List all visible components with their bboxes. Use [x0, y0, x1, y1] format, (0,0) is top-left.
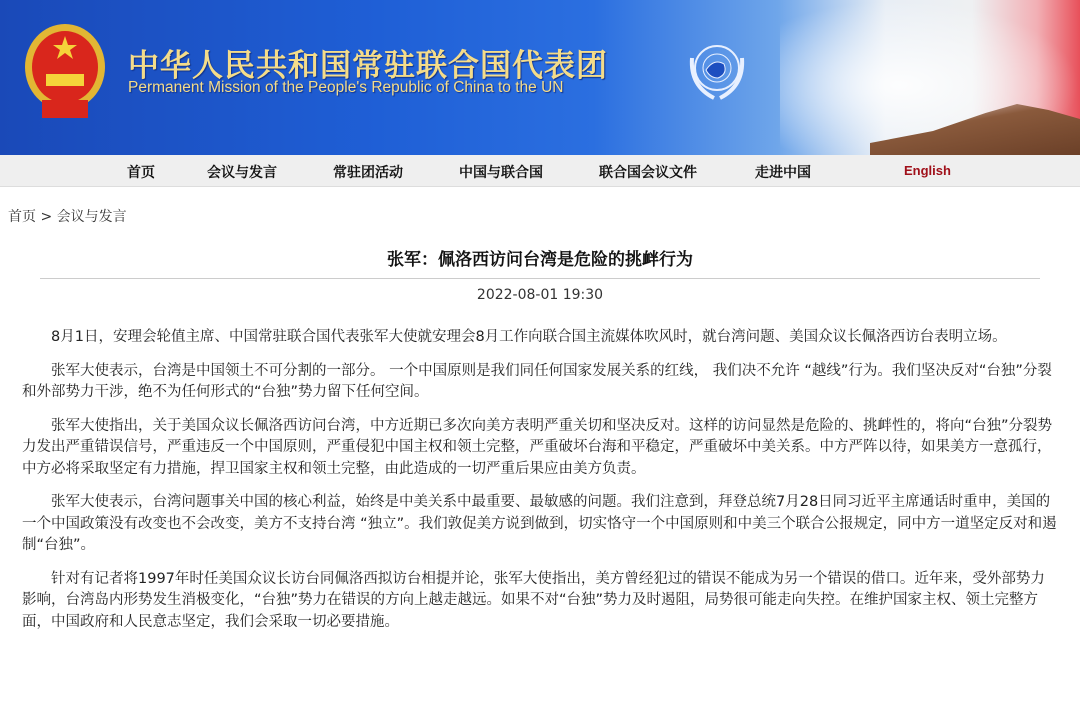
nav-english[interactable]: English: [904, 163, 951, 178]
site-title-en: Permanent Mission of the People's Republic of China to the UN: [128, 79, 564, 96]
article-paragraph: 针对有记者将1997年时任美国众议长访台同佩洛西拟访台相提并论，张军大使指出，美方曾经犯过的错误不能成为另一个错误的借口。近年来，受外部势力影响，台湾岛内形势发生消极变化，“台独”势力在错误的方向上越走越远。如果不对“台独”势力及时遏阻，局势很可能走向失控。在维护国家主权、领土完整方面，中国政府和人民意志坚定，我们会采取一切必要措施。: [22, 570, 1045, 630]
breadcrumb-current[interactable]: 会议与发言: [56, 209, 127, 225]
national-emblem-icon: [22, 22, 108, 122]
title-divider: [40, 278, 1040, 279]
header-banner: [0, 0, 1080, 155]
nav-un-documents[interactable]: 联合国会议文件: [599, 165, 697, 181]
nav-home[interactable]: 首页: [127, 165, 155, 181]
nav-china-and-un[interactable]: 中国与联合国: [459, 165, 543, 181]
article-paragraph: 张军大使表示，台湾问题事关中国的核心利益，始终是中美关系中最重要、最敏感的问题。我们注意到，拜登总统7月28日同习近平主席通话时重申，美国的一个中国政策没有改变也不会改变，美方不支持台湾 “独立”。我们敦促美方说到做到，切实恪守一个中国原则和中美三个联合公报规定，同中方一道坚定反对和遏制“台独”。: [22, 494, 1057, 553]
nav-about-china[interactable]: 走进中国: [755, 165, 811, 181]
article-body: [22, 327, 1058, 645]
un-emblem-icon: [684, 38, 750, 104]
breadcrumb: [8, 206, 127, 226]
site-title-cn: 中华人民共和国常驻联合国代表团: [128, 48, 608, 84]
article-title: 张军：佩洛西访问台湾是危险的挑衅行为: [387, 250, 693, 270]
breadcrumb-separator: >: [36, 209, 57, 225]
article-paragraph: 张军大使指出，关于美国众议长佩洛西访问台湾，中方近期已多次向美方表明严重关切和坚决反对。这样的访问显然是危险的、挑衅性的，将向“台独”分裂势力发出严重错误信号，严重违反一个中国原则，严重侵犯中国主权和领土完整，严重破坏台海和平稳定，严重破坏中美关系。中方严阵以待，如果美方一意孤行，中方必将采取坚定有力措施，捍卫国家主权和领土完整，由此造成的一切严重后果应由美方负责。: [22, 417, 1053, 477]
breadcrumb-home[interactable]: 首页: [8, 209, 36, 225]
article-date: 2022-08-01 19:30: [476, 287, 604, 303]
nav-mission-activities[interactable]: 常驻团活动: [333, 165, 403, 181]
article-paragraph: 8月1日，安理会轮值主席、中国常驻联合国代表张军大使就安理会8月工作向联合国主流媒体吹风时，就台湾问题、美国众议长佩洛西访台表明立场。: [51, 329, 1007, 345]
article-paragraph: 张军大使表示，台湾是中国领土不可分割的一部分。 一个中国原则是我们同任何国家发展关系的红线， 我们决不允许 “越线”行为。我们坚决反对“台独”分裂和外部势力干涉，绝不为任何形式的“台独”势力留下任何空间。: [22, 362, 1052, 400]
main-nav: [0, 155, 1080, 187]
nav-meetings-speeches[interactable]: 会议与发言: [207, 165, 277, 181]
